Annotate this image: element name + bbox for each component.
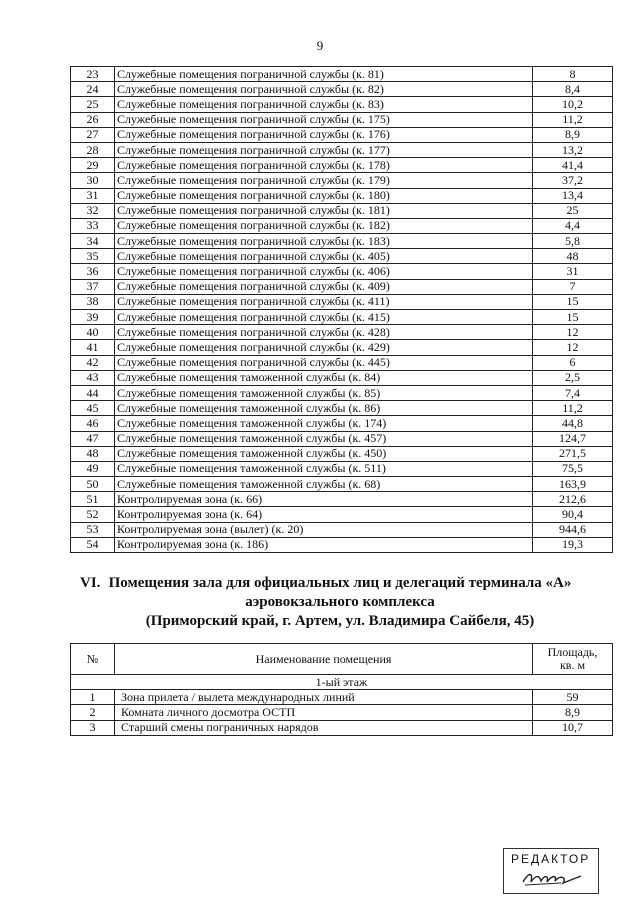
- table-row: [71, 431, 613, 446]
- room-area: 15: [533, 294, 613, 309]
- table-row: [71, 142, 613, 157]
- room-name: Контролируемая зона (к. 64): [115, 507, 533, 522]
- row-number: 26: [71, 112, 115, 127]
- section-title-line-1: Помещения зала для официальных лиц и делегаций терминала «А»: [108, 575, 572, 591]
- row-number: 45: [71, 401, 115, 416]
- row-number: 54: [71, 537, 115, 552]
- table-row: [71, 705, 613, 720]
- table-row: [71, 67, 613, 82]
- room-name: Старший смены пограничных нарядов: [115, 720, 533, 735]
- table-row: [71, 294, 613, 309]
- room-name: Служебные помещения таможенной службы (к. 68): [115, 477, 533, 492]
- table-row: [71, 188, 613, 203]
- table-row: [71, 127, 613, 142]
- room-name: Служебные помещения пограничной службы (к. 175): [115, 112, 533, 127]
- row-number: 3: [71, 720, 115, 735]
- room-name: Служебные помещения пограничной службы (к. 411): [115, 294, 533, 309]
- page-number: 9: [316, 38, 324, 53]
- row-number: 49: [71, 461, 115, 476]
- section-heading: [60, 574, 620, 631]
- table-row: [71, 82, 613, 97]
- row-number: 2: [71, 705, 115, 720]
- table-row: [71, 158, 613, 173]
- table-row: [71, 385, 613, 400]
- row-number: 42: [71, 355, 115, 370]
- signature-mark: [521, 868, 585, 888]
- room-area: 8,9: [533, 127, 613, 142]
- row-number: 35: [71, 249, 115, 264]
- header-room-name: Наименование помещения: [115, 644, 533, 675]
- table-row: [71, 310, 613, 325]
- room-name: Служебные помещения таможенной службы (к. 511): [115, 461, 533, 476]
- row-number: 40: [71, 325, 115, 340]
- table-row: [71, 507, 613, 522]
- table-row: [71, 325, 613, 340]
- row-number: 41: [71, 340, 115, 355]
- room-name: Служебные помещения таможенной службы (к. 86): [115, 401, 533, 416]
- row-number: 44: [71, 385, 115, 400]
- row-number: 53: [71, 522, 115, 537]
- table-row: [71, 522, 613, 537]
- room-name: Служебные помещения пограничной службы (к. 406): [115, 264, 533, 279]
- room-area: 212,6: [533, 492, 613, 507]
- table-row: [71, 249, 613, 264]
- row-number: 37: [71, 279, 115, 294]
- room-area: 59: [533, 690, 613, 705]
- table-row: [71, 690, 613, 705]
- room-area: 5,8: [533, 234, 613, 249]
- room-name: Служебные помещения пограничной службы (к. 181): [115, 203, 533, 218]
- row-number: 47: [71, 431, 115, 446]
- row-number: 23: [71, 67, 115, 82]
- room-area: 13,4: [533, 188, 613, 203]
- header-area-line-1: Площадь,: [547, 645, 598, 659]
- room-name: Служебные помещения пограничной службы (к. 182): [115, 218, 533, 233]
- room-name: Контролируемая зона (вылет) (к. 20): [115, 522, 533, 537]
- room-name: Служебные помещения пограничной службы (к. 183): [115, 234, 533, 249]
- table-row: [71, 446, 613, 461]
- room-area: 11,2: [533, 112, 613, 127]
- room-name: Служебные помещения таможенной службы (к. 174): [115, 416, 533, 431]
- table-row: [71, 112, 613, 127]
- room-area: 271,5: [533, 446, 613, 461]
- room-name: Служебные помещения таможенной службы (к. 85): [115, 385, 533, 400]
- table-row: [71, 203, 613, 218]
- row-number: 39: [71, 310, 115, 325]
- room-area: 4,4: [533, 218, 613, 233]
- room-area: 10,7: [533, 720, 613, 735]
- room-area: 163,9: [533, 477, 613, 492]
- table-row: [71, 461, 613, 476]
- table-row: [71, 355, 613, 370]
- room-area: 41,4: [533, 158, 613, 173]
- room-name: Служебные помещения пограничной службы (к. 415): [115, 310, 533, 325]
- room-name: Служебные помещения пограничной службы (к. 429): [115, 340, 533, 355]
- row-number: 25: [71, 97, 115, 112]
- table-row: [71, 416, 613, 431]
- row-number: 31: [71, 188, 115, 203]
- section-number: VI.: [80, 575, 101, 591]
- table-row: [71, 720, 613, 735]
- table-row: [71, 401, 613, 416]
- table-row: [71, 234, 613, 249]
- room-name: Служебные помещения пограничной службы (к. 83): [115, 97, 533, 112]
- header-number: №: [71, 644, 115, 675]
- room-area: 75,5: [533, 461, 613, 476]
- row-number: 36: [71, 264, 115, 279]
- room-area: 944,6: [533, 522, 613, 537]
- room-area: 12: [533, 325, 613, 340]
- room-name: Служебные помещения пограничной службы (к. 82): [115, 82, 533, 97]
- row-number: 24: [71, 82, 115, 97]
- table-header-row: [71, 644, 613, 675]
- row-number: 48: [71, 446, 115, 461]
- room-area: 25: [533, 203, 613, 218]
- row-number: 43: [71, 370, 115, 385]
- table-row: [71, 173, 613, 188]
- header-area-line-2: кв. м: [559, 658, 586, 672]
- room-area: 8,4: [533, 82, 613, 97]
- room-area: 6: [533, 355, 613, 370]
- room-area: 11,2: [533, 401, 613, 416]
- row-number: 38: [71, 294, 115, 309]
- row-number: 28: [71, 142, 115, 157]
- row-number: 33: [71, 218, 115, 233]
- room-name: Служебные помещения пограничной службы (к. 179): [115, 173, 533, 188]
- room-name: Служебные помещения пограничной службы (к. 180): [115, 188, 533, 203]
- row-number: 32: [71, 203, 115, 218]
- room-area: 2,5: [533, 370, 613, 385]
- room-name: Служебные помещения пограничной службы (к. 176): [115, 127, 533, 142]
- row-number: 51: [71, 492, 115, 507]
- section-rooms-table-body: [71, 675, 613, 736]
- row-number: 1: [71, 690, 115, 705]
- room-name: Контролируемая зона (к. 66): [115, 492, 533, 507]
- table-row: [71, 537, 613, 552]
- room-area: 90,4: [533, 507, 613, 522]
- room-name: Служебные помещения пограничной службы (к. 445): [115, 355, 533, 370]
- table-row: [71, 370, 613, 385]
- row-number: 34: [71, 234, 115, 249]
- room-area: 15: [533, 310, 613, 325]
- rooms-table-body: [71, 67, 613, 553]
- room-area: 19,3: [533, 537, 613, 552]
- editor-stamp: [503, 848, 599, 894]
- room-name: Служебные помещения пограничной службы (к. 409): [115, 279, 533, 294]
- room-area: 37,2: [533, 173, 613, 188]
- room-area: 13,2: [533, 142, 613, 157]
- table-row: [71, 279, 613, 294]
- row-number: 27: [71, 127, 115, 142]
- room-area: 12: [533, 340, 613, 355]
- room-name: Зона прилета / вылета международных линий: [115, 690, 533, 705]
- room-name: Служебные помещения пограничной службы (к. 428): [115, 325, 533, 340]
- room-area: 7: [533, 279, 613, 294]
- room-name: Служебные помещения пограничной службы (к. 178): [115, 158, 533, 173]
- section-title-line-3: (Приморский край, г. Артем, ул. Владимира Сайбеля, 45): [145, 613, 535, 629]
- section-rooms-table: [70, 643, 613, 736]
- room-name: Служебные помещения пограничной службы (к. 81): [115, 67, 533, 82]
- room-name: Контролируемая зона (к. 186): [115, 537, 533, 552]
- rooms-table: [70, 66, 613, 553]
- room-area: 7,4: [533, 385, 613, 400]
- room-name: Комната личного досмотра ОСТП: [115, 705, 533, 720]
- row-number: 30: [71, 173, 115, 188]
- table-row: [71, 97, 613, 112]
- room-area: 8: [533, 67, 613, 82]
- table-row: [71, 492, 613, 507]
- table-row: [71, 264, 613, 279]
- room-area: 44,8: [533, 416, 613, 431]
- room-name: Служебные помещения пограничной службы (к. 405): [115, 249, 533, 264]
- section-title-line-2: аэровокзального комплекса: [245, 594, 435, 610]
- room-name: Служебные помещения таможенной службы (к. 457): [115, 431, 533, 446]
- table-row: [71, 477, 613, 492]
- row-number: 46: [71, 416, 115, 431]
- floor-label: 1-ый этаж: [71, 675, 613, 690]
- room-area: 10,2: [533, 97, 613, 112]
- room-area: 8,9: [533, 705, 613, 720]
- room-name: Служебные помещения таможенной службы (к. 450): [115, 446, 533, 461]
- floor-row: [71, 675, 613, 690]
- table-row: [71, 218, 613, 233]
- row-number: 50: [71, 477, 115, 492]
- row-number: 29: [71, 158, 115, 173]
- header-area: [533, 644, 613, 675]
- room-name: Служебные помещения таможенной службы (к. 84): [115, 370, 533, 385]
- room-area: 31: [533, 264, 613, 279]
- room-name: Служебные помещения пограничной службы (к. 177): [115, 142, 533, 157]
- room-area: 48: [533, 249, 613, 264]
- table-row: [71, 340, 613, 355]
- row-number: 52: [71, 507, 115, 522]
- room-area: 124,7: [533, 431, 613, 446]
- stamp-label: РЕДАКТОР: [511, 852, 591, 866]
